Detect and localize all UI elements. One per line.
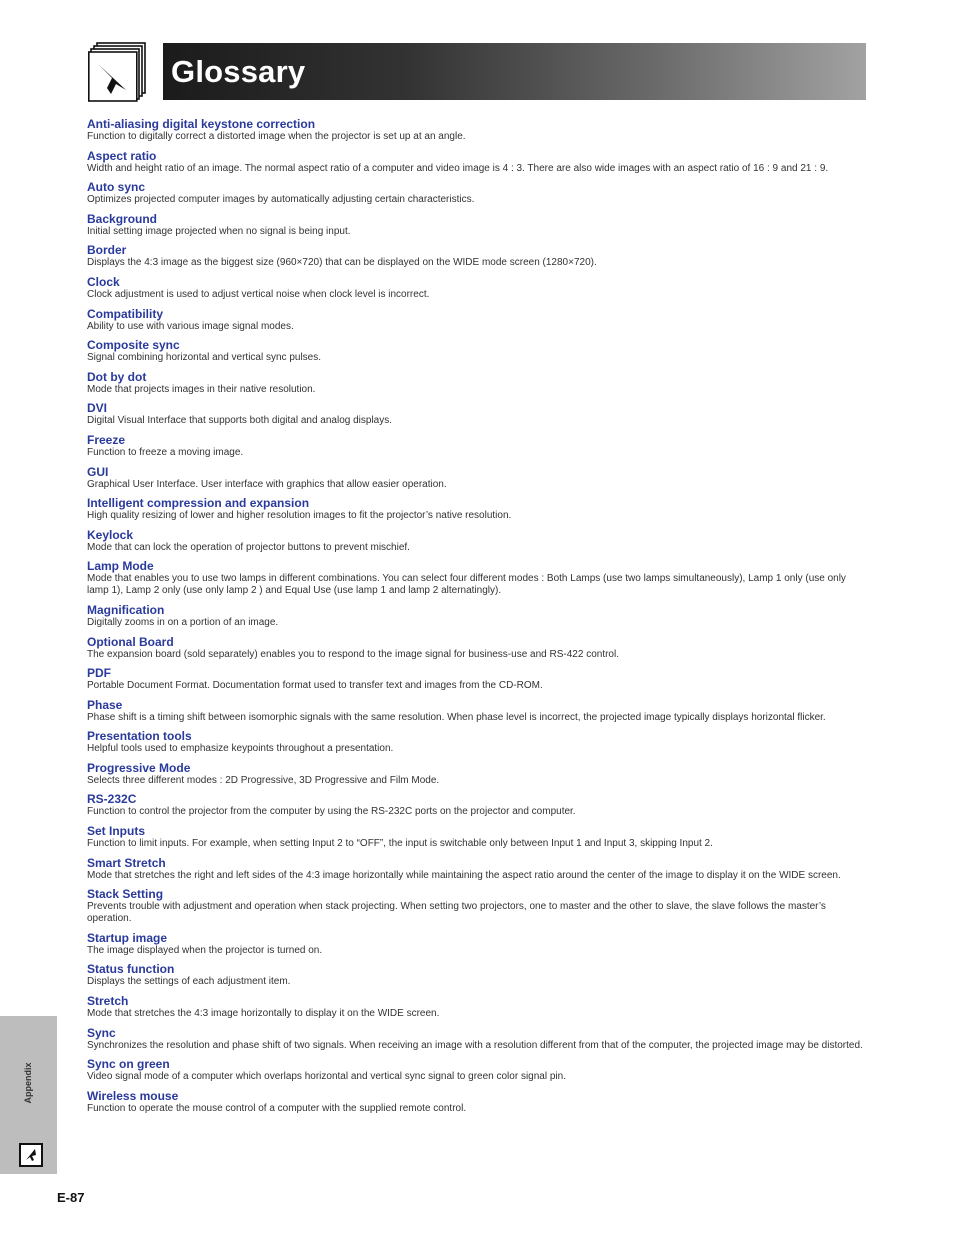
glossary-term: Lamp Mode: [87, 559, 154, 574]
glossary-definition: Initial setting image projected when no signal is being input.: [87, 225, 351, 237]
appendix-pages-icon: [88, 42, 148, 102]
title-bar: [163, 43, 866, 100]
glossary-definition: Mode that stretches the right and left sides of the 4:3 image horizontally while maintaining the aspect ratio around the center of the image to display it on the WIDE screen.: [87, 869, 841, 881]
glossary-entry: [87, 699, 864, 724]
glossary-definition: The expansion board (sold separately) enables you to respond to the image signal for business-use and RS-422 control.: [87, 648, 619, 660]
glossary-definition: Width and height ratio of an image. The normal aspect ratio of a computer and video image is 4 : 3. There are also wide images with an aspect ratio of 16 : 9 and 21 : 9.: [87, 162, 829, 174]
glossary-entry: [87, 181, 864, 206]
glossary-term: Magnification: [87, 602, 165, 617]
glossary-entry: [87, 244, 864, 269]
glossary-entry: [87, 825, 864, 850]
glossary-term: GUI: [87, 464, 109, 479]
glossary-definition: The image displayed when the projector is turned on.: [87, 944, 323, 956]
glossary-term: Sync on green: [87, 1057, 170, 1072]
glossary-entry: [87, 1058, 864, 1083]
glossary-term: Phase: [87, 697, 123, 712]
glossary-entry: [87, 529, 864, 554]
glossary-term: Stretch: [87, 994, 129, 1009]
glossary-definition: Digital Visual Interface that supports both digital and analog displays.: [87, 415, 393, 427]
glossary-entry: [87, 995, 864, 1020]
glossary-term: Intelligent compression and expansion: [87, 496, 310, 511]
glossary-definition: Displays the settings of each adjustment item.: [87, 976, 291, 988]
glossary-entry: [87, 636, 864, 661]
glossary-definition: Ability to use with various image signal modes.: [87, 320, 294, 332]
glossary-term: Dot by dot: [87, 369, 147, 384]
glossary-term: Status function: [87, 962, 175, 977]
glossary-entry: [87, 793, 864, 818]
glossary-entry: [87, 730, 864, 755]
page-title: Glossary: [171, 54, 306, 89]
glossary-definition: Mode that projects images in their native resolution.: [87, 383, 316, 395]
glossary-list: [87, 117, 864, 1121]
glossary-term: Clock: [87, 274, 120, 289]
glossary-entry: [87, 371, 864, 396]
glossary-term: Optional Board: [87, 634, 174, 649]
appendix-icon: [19, 1143, 43, 1167]
glossary-term: Aspect ratio: [87, 148, 157, 163]
glossary-definition: Function to operate the mouse control of a computer with the supplied remote control.: [87, 1102, 467, 1114]
page-number: E-87: [57, 1190, 85, 1205]
glossary-entry: [87, 1090, 864, 1115]
glossary-term: PDF: [87, 666, 111, 681]
glossary-term: Border: [87, 243, 127, 258]
glossary-term: Auto sync: [87, 180, 146, 195]
glossary-entry: [87, 963, 864, 988]
glossary-definition: Graphical User Interface. User interface with graphics that allow easier operation.: [87, 478, 447, 490]
glossary-definition: Phase shift is a timing shift between isomorphic signals with the same resolution. When phase level is incorrect, the projected image typically displays horizontal flicker.: [87, 711, 826, 723]
glossary-term: Anti-aliasing digital keystone correction: [87, 117, 316, 131]
glossary-definition: Synchronizes the resolution and phase shift of two signals. When receiving an image with a resolution different from that of the computer, the projected image may be distorted.: [87, 1039, 863, 1051]
glossary-definition: Optimizes projected computer images by automatically adjusting certain characteristics.: [87, 194, 475, 206]
glossary-definition: Function to limit inputs. For example, when setting Input 2 to “OFF”, the input is switchable only between Input 1 and Input 3, skipping Input 2.: [87, 838, 713, 850]
glossary-term: Set Inputs: [87, 824, 146, 839]
glossary-term: Progressive Mode: [87, 760, 191, 775]
glossary-term: Background: [87, 211, 158, 226]
glossary-definition: Prevents trouble with adjustment and operation when stack projecting. When setting two projectors, one to master and the other to slave, the slave follows the master’s operation.: [87, 901, 826, 925]
glossary-definition: Displays the 4:3 image as the biggest size (960×720) that can be displayed on the WIDE mode screen (1280×720).: [87, 257, 597, 269]
glossary-term: Composite sync: [87, 338, 180, 353]
glossary-definition: Helpful tools used to emphasize keypoints throughout a presentation.: [87, 743, 394, 755]
glossary-definition: Function to control the projector from the computer by using the RS-232C ports on the projector and computer.: [87, 806, 576, 818]
glossary-entry: [87, 276, 864, 301]
glossary-term: Compatibility: [87, 306, 164, 321]
glossary-definition: Video signal mode of a computer which overlaps horizontal and vertical sync signal to green color signal pin.: [87, 1071, 566, 1083]
glossary-definition: Digitally zooms in on a portion of an image.: [87, 616, 279, 628]
glossary-term: Wireless mouse: [87, 1088, 179, 1103]
glossary-definition: High quality resizing of lower and higher resolution images to fit the projector’s native resolution.: [87, 510, 512, 522]
glossary-entry: [87, 932, 864, 957]
glossary-definition: Function to digitally correct a distorted image when the projector is set up at an angle.: [87, 131, 466, 142]
glossary-definition: Mode that can lock the operation of projector buttons to prevent mischief.: [87, 541, 410, 553]
glossary-definition: Selects three different modes : 2D Progressive, 3D Progressive and Film Mode.: [87, 774, 440, 786]
glossary-entry: [87, 402, 864, 427]
glossary-entry: [87, 150, 864, 175]
glossary-entry: [87, 308, 864, 333]
glossary-term: Keylock: [87, 527, 134, 542]
glossary-entry: [87, 667, 864, 692]
glossary-entry: [87, 560, 864, 597]
glossary-entry: [87, 466, 864, 491]
glossary-entry: [87, 497, 864, 522]
glossary-definition: Clock adjustment is used to adjust vertical noise when clock level is incorrect.: [87, 288, 430, 300]
glossary-term: Stack Setting: [87, 887, 164, 902]
glossary-entry: [87, 434, 864, 459]
glossary-term: DVI: [87, 401, 108, 416]
glossary-definition: Function to freeze a moving image.: [87, 446, 244, 458]
glossary-definition: Mode that enables you to use two lamps in different combinations. You can select four different modes : Both Lamps (use two lamps simultaneously), Lamp 1 only (use only lamp 1), Lamp 2 only (use only lamp 2 ) and Equal Use (use lamp 1 and lamp 2 alternatingly).: [87, 573, 846, 597]
glossary-term: Presentation tools: [87, 729, 192, 744]
glossary-term: RS-232C: [87, 792, 137, 807]
glossary-term: Startup image: [87, 930, 168, 945]
glossary-term: Smart Stretch: [87, 855, 166, 870]
glossary-entry: [87, 762, 864, 787]
glossary-entry: [87, 857, 864, 882]
glossary-definition: Portable Document Format. Documentation format used to transfer text and images from the CD-ROM.: [87, 680, 543, 692]
glossary-entry: [87, 604, 864, 629]
glossary-entry: [87, 339, 864, 364]
glossary-definition: Signal combining horizontal and vertical sync pulses.: [87, 352, 322, 364]
glossary-term: Sync: [87, 1025, 116, 1040]
glossary-entry: [87, 888, 864, 925]
glossary-term: Freeze: [87, 432, 126, 447]
section-tab-label: Appendix: [23, 1062, 33, 1104]
glossary-entry: [87, 213, 864, 238]
glossary-entry: [87, 1027, 864, 1052]
glossary-definition: Mode that stretches the 4:3 image horizontally to display it on the WIDE screen.: [87, 1008, 440, 1020]
glossary-entry: [87, 118, 864, 143]
